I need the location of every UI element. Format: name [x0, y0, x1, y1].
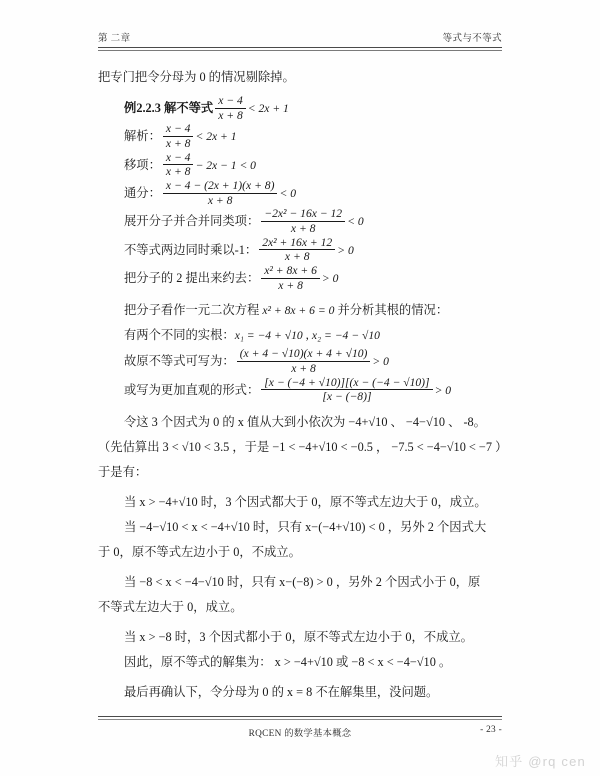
footer-rule	[98, 716, 502, 717]
step-common-denominator	[98, 180, 502, 208]
body-text	[98, 65, 508, 705]
step-transpose-numerator: x − 4	[163, 151, 194, 166]
step-analysis-denominator: x + 8	[165, 137, 191, 151]
step-factor-two-rhs: > 0	[321, 272, 339, 286]
step-intuitive-form	[98, 377, 502, 405]
step-quadratic	[98, 298, 502, 323]
step-quadratic-post: 并分析其根的情况：	[334, 303, 449, 318]
step-common-denominator-fraction	[163, 179, 278, 207]
step-multiply-negative-denominator: x + 8	[284, 250, 310, 264]
step-factored-form-fraction	[237, 347, 371, 375]
step-factored-form-label: 故原不等式可写为：	[124, 354, 235, 369]
step-critical-values: 令这 3 个因式为 0 的 x 值从大到小依次为 −4+√10 、 −4−√10 、 -8。	[124, 415, 486, 430]
step-factor-two-label: 把分子的 2 提出来约去：	[124, 271, 260, 286]
header-chapter-label: 第 二章	[98, 34, 131, 44]
case-1: 当 x > −4+√10 时，3 个因式都大于 0，原不等式左边大于 0，成立。	[124, 495, 487, 510]
case-2-continued: 于 0，原不等式左边小于 0，不成立。	[98, 545, 301, 560]
step-factor-two	[98, 265, 502, 293]
case-3-continued: 不等式左边大于 0，成立。	[98, 600, 243, 615]
step-common-denominator-numerator: x − 4 − (2x + 1)(x + 8)	[163, 179, 278, 194]
running-header	[98, 30, 502, 47]
step-estimate: （先估算出 3 < √10 < 3.5 ，于是 −1 < −4+√10 < −0.5 ， −7.5 < −4−√10 < −7 ）	[98, 440, 508, 455]
case-2: 当 −4−√10 < x < −4+√10 时，只有 x−(−4+√10) < 0 ，另外 2 个因式大	[124, 520, 487, 535]
example-label: 例	[124, 101, 137, 115]
step-factor-two-numerator: x² + 8x + 6	[261, 264, 320, 279]
case-4: 当 x > −8 时，3 个因式都小于 0，原不等式左边小于 0，不成立。	[124, 630, 473, 645]
example-rhs: < 2x + 1	[247, 102, 289, 115]
header-section-title: 等式与不等式	[442, 34, 502, 44]
intro-line: 把专门把令分母为 0 的情况剔除掉。	[98, 70, 295, 84]
step-quadratic-pre: 把分子看作一元二次方程	[124, 303, 263, 318]
footer-page-number: - 23 -	[480, 724, 502, 735]
step-transpose-rhs: − 2x − 1 < 0	[195, 158, 256, 172]
step-expand-numerator: −2x² − 16x − 12	[261, 207, 345, 222]
step-intuitive-form-label: 或写为更加直观的形式：	[124, 382, 260, 397]
step-factor-two-denominator: x + 8	[278, 278, 303, 292]
step-analysis-rhs: < 2x + 1	[195, 130, 237, 144]
step-multiply-negative-rhs: > 0	[337, 243, 354, 257]
step-expand	[98, 208, 502, 236]
step-transpose-fraction	[163, 151, 194, 179]
step-common-denominator-label: 通分：	[124, 186, 161, 201]
header-rule	[98, 47, 502, 48]
footer-book-title: RQCEN 的数学基本概念	[248, 728, 352, 739]
step-roots	[98, 323, 502, 348]
step-expand-fraction	[261, 207, 345, 235]
conclusion-line: 因此，原不等式的解集为： x > −4+√10 或 −8 < x < −4−√10 。	[124, 655, 452, 670]
step-expand-label: 展开分子并合并同类项：	[124, 214, 260, 229]
example-fraction-numerator: x − 4	[215, 94, 246, 109]
example-title	[98, 95, 502, 123]
step-analysis	[98, 123, 502, 151]
step-multiply-negative-numerator: 2x² + 16x + 12	[259, 236, 335, 251]
step-transpose-label: 移项：	[124, 157, 161, 172]
example-fraction	[215, 94, 246, 122]
step-transpose	[98, 152, 502, 180]
step-root-1: x₁ = −4 + √10	[234, 329, 303, 343]
step-factor-two-fraction	[261, 264, 320, 292]
example-prompt: 解不等式	[163, 101, 214, 115]
step-multiply-negative-label: 不等式两边同时乘以-1：	[124, 242, 258, 257]
step-roots-pre: 有两个不同的实根：	[124, 328, 235, 343]
step-expand-rhs: < 0	[347, 215, 364, 229]
example-fraction-denominator: x + 8	[218, 108, 243, 122]
step-quadratic-equation: x² + 8x + 6 = 0	[262, 304, 335, 318]
step-factored-form-numerator: (x + 4 − √10)(x + 4 + √10)	[237, 347, 371, 362]
step-factored-form	[98, 348, 502, 376]
step-analysis-label: 解析：	[124, 129, 161, 144]
step-factored-form-rhs: > 0	[372, 355, 389, 369]
step-expand-denominator: x + 8	[290, 222, 316, 236]
step-therefore: 于是有：	[98, 465, 148, 480]
case-3: 当 −8 < x < −4−√10 时，只有 x−(−8) > 0 ，另外 2 个因式小于 0，原	[124, 575, 481, 590]
step-intuitive-form-rhs: > 0	[434, 383, 452, 397]
step-common-denominator-rhs: < 0	[279, 187, 296, 201]
step-intuitive-form-numerator: [x − (−4 + √10)][(x − (−4 − √10)]	[261, 376, 432, 391]
watermark: 知乎 @rq cen	[495, 754, 586, 769]
step-analysis-fraction	[163, 122, 194, 150]
step-multiply-negative	[98, 237, 502, 265]
step-multiply-negative-fraction	[259, 236, 335, 264]
header-rule-thin	[98, 50, 502, 51]
final-check-line: 最后再确认下，令分母为 0 的 x = 8 不在解集里，没问题。	[124, 685, 439, 700]
page-content	[98, 30, 508, 705]
step-factored-form-denominator: x + 8	[291, 362, 316, 376]
step-transpose-denominator: x + 8	[165, 165, 191, 179]
step-root-2: x₂ = −4 − √10	[311, 329, 380, 343]
step-common-denominator-denominator: x + 8	[207, 193, 233, 207]
step-roots-separator: ,	[302, 328, 312, 343]
page-footer	[98, 716, 502, 739]
step-intuitive-form-denominator: [x − (−8)]	[322, 390, 372, 404]
footer-line	[98, 720, 502, 739]
step-analysis-numerator: x − 4	[163, 122, 194, 137]
step-intuitive-form-fraction	[261, 376, 432, 404]
example-number: 2.2.3	[136, 101, 161, 115]
